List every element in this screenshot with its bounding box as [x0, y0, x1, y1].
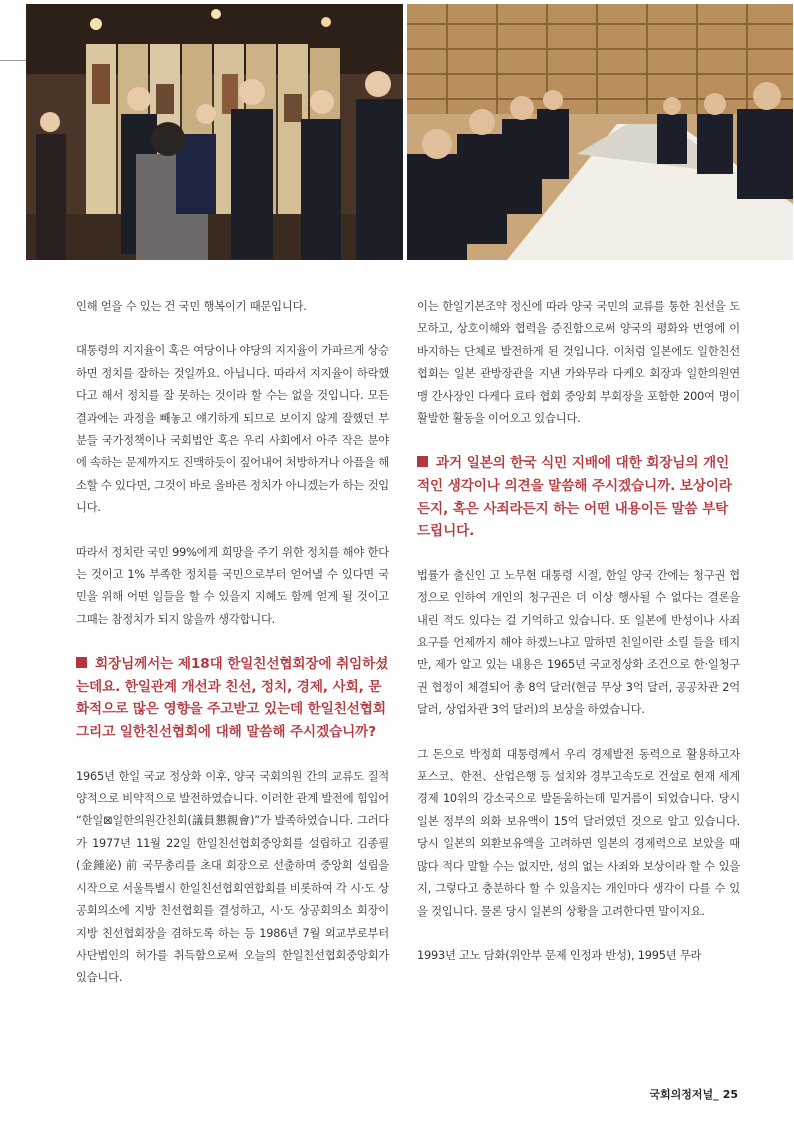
paragraph: 1993년 고노 담화(위안부 문제 인정과 반성), 1995년 무라 — [417, 948, 702, 962]
paragraph: 법률가 출신인 고 노무현 대통령 시절, 한일 양국 간에는 청구권 협정으로 인하여 개인의 청구권은 더 이상 행사될 수 없다는 결론을 내린 적도 있다는 걸 기억하고 있습니다. 또 일본에 반성이나 사죄 요구를 언제까지 해야 하겠느냐고 말하면 친일이란 소릴 들을 테지만, 제가 알고 있는 내용은 1965년 국교정상화 조건으로 한·일청구권 협정이 체결되어 총 8억 달러(현금 무상 3억 달러, 공공차관 2억 달러, 상업차관 3억 달러)의 보상을 하였습니다. — [417, 568, 740, 717]
interview-question — [417, 452, 740, 542]
paragraph: 인해 얻을 수 있는 건 국민 행복이기 때문입니다. — [76, 300, 307, 313]
square-bullet-icon — [76, 657, 87, 668]
page-footer — [649, 1086, 738, 1102]
paragraph: 따라서 정치란 국민 99%에게 희망을 주기 위한 정치를 해야 한다는 것이고 1% 부족한 정치를 국민으로부터 얻어낼 수 있다면 국민을 위해 어떤 일들을 할 수 있을지 지혜도 함께 얻게 될 것이고 그때는 참정치가 되지 않을까 생각합니다. — [76, 545, 389, 626]
paragraph: 그 돈으로 박정희 대통령께서 우리 경제발전 동력으로 활용하고자 포스코、한전、산업은행 등 설치와 경부고속도로 건설로 현재 세계 경제 10위의 강소국으로 발돋움하는데 밑거름이 되었습니다. 당시 일본 정부의 외화 보유액이 15억 달러였던 것으로 알고 있습니다. 당시 일본의 외환보유액을 고려하면 일본의 경제력으로 보았을 때 많다 적다 말할 수는 없지만, 성의 없는 사죄와 보상이라 할 수 있을지, 그렇다고 충분하다 할 수 있을지는 개인마다 생각이 다를 수 있을 것입니다. 물론 당시 일본의 상황을 고려한다면 말이지요. — [417, 747, 740, 918]
left-column — [76, 296, 389, 990]
right-column — [417, 296, 740, 967]
top-rule — [0, 60, 26, 61]
paragraph: 이는 한일기본조약 정신에 따라 양국 국민의 교류를 통한 친선을 도모하고, 상호이해와 협력을 증진함으로써 양국의 평화와 번영에 이바지하는 단체로 발전하게 된 것입니다. 이처럼 일본에도 일한친선협회는 일본 관방장관을 지낸 가와무라 다케오 회장과 일한의원연맹 간사장인 다케다 료타 협회 중앙회 부회장을 포함한 200여 명이 활발한 활동을 이어오고 있습니다. — [417, 300, 740, 426]
photo-exhibition-reception — [26, 4, 403, 260]
square-bullet-icon — [417, 456, 428, 467]
photo-meeting-table — [407, 4, 793, 260]
interview-question — [76, 653, 389, 743]
question-text: 회장님께서는 제18대 한일친선협회장에 취임하셨는데요. 한일관계 개선과 친선, 정치, 경제, 사회, 문화적으로 많은 영향을 주고받고 있는데 한일친선협회 그리고 일한친선협회에 대해 말씀해 주시겠습니까? — [76, 656, 389, 741]
question-text: 과거 일본의 한국 식민 지배에 대한 회장님의 개인적인 생각이나 의견을 말씀해 주시겠습니까. 보상이라든지, 혹은 사죄라든지 하는 어떤 내용이든 말씀 부탁드립니다. — [417, 455, 732, 540]
page-number: 25 — [722, 1088, 738, 1101]
paragraph: 1965년 한일 국교 정상화 이후, 양국 국회의원 간의 교류도 질적 양적으로 비약적으로 발전하였습니다. 이러한 관계 발전에 힘입어 “한일⊠일한의원간친회(議員懇親會)”가 발족하였습니다. 그러다가 1977년 11월 22일 한일친선협회중앙회를 설립하고 김종필(金鍾泌) 前 국무총리를 초대 회장으로 선출하며 중앙회 설립을 시작으로 서울특별시 한일친선협회연합회를 비롯하여 각 시·도 상공회의소에 지방 친선협회를 결성하고, 시·도 상공회의소 회장이 지방 친선협회장을 겸하도록 하는 등 1986년 7월 외교부로부터 사단법인의 허가를 취득함으로써 오늘의 한일친선협회중앙회가 있습니다. — [76, 769, 389, 985]
paragraph: 대통령의 지지율이 혹은 여당이나 야당의 지지율이 가파르게 상승하면 정치를 잘하는 것일까요. 아닙니다. 따라서 지지율이 하락했다고 해서 정치를 잘 못하는 것이라 할 수는 없을 것입니다. 모든 결과에는 과정을 빼놓고 얘기하게 되므로 보이지 않게 잘했던 부분들 국가정책이나 국회법안 혹은 우리 사회에서 아주 작은 분야에 속하는 문제까지도 진맥하듯이 짚어내어 처방하거나 아픔을 해소할 수 있다면, 그것이 바로 올바른 정치가 아니겠는가 하는 것입니다. — [76, 344, 389, 515]
footer-label: 국회의정저널_ — [649, 1088, 719, 1101]
